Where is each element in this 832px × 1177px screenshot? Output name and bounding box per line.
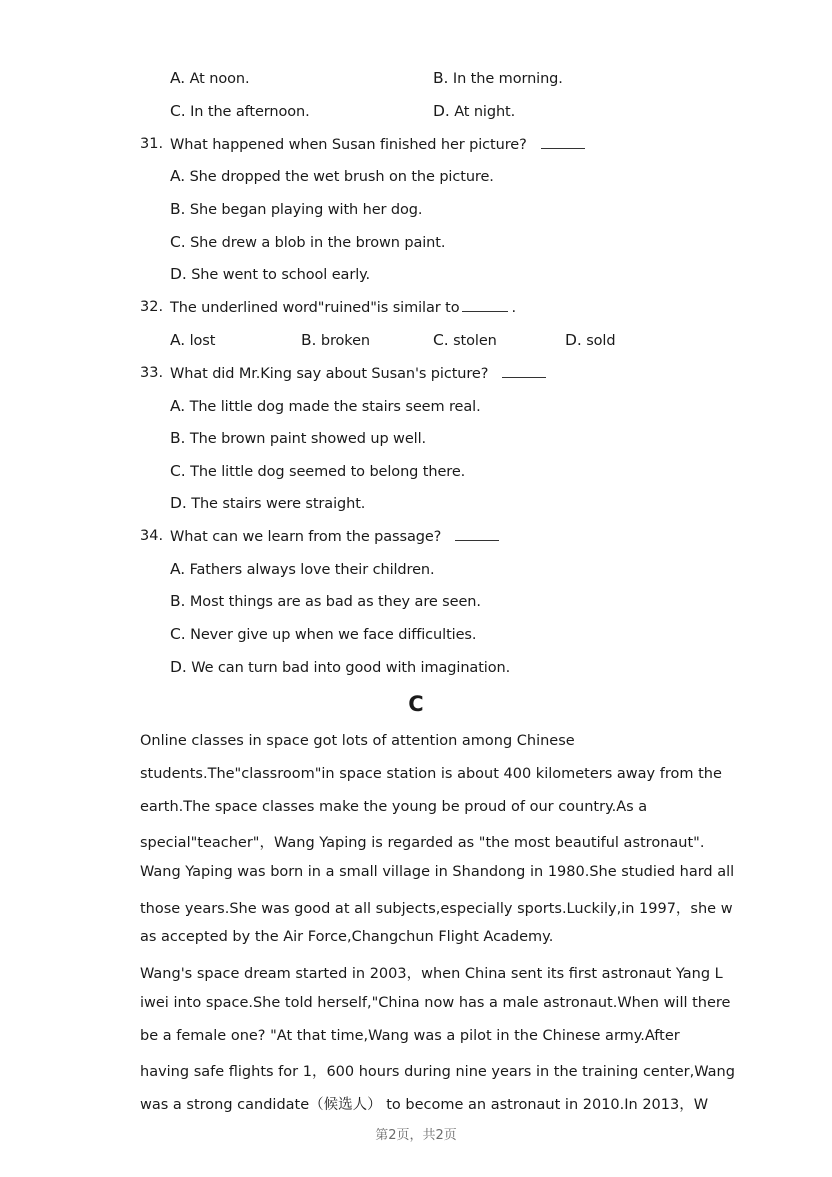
passage-line: Wang Yaping was born in a small village in Shandong in 1980.She studied hard all — [140, 864, 735, 880]
option-text: At noon. — [189, 71, 250, 87]
option-text: We can turn bad into good with imagination. — [191, 660, 511, 676]
option-text: In the afternoon. — [190, 104, 310, 120]
q30-option-c[interactable] — [170, 101, 310, 122]
answer-blank[interactable] — [502, 363, 546, 378]
passage-line: be a female one? "At that time,Wang was a pilot in the Chinese army.After — [140, 1028, 680, 1044]
option-text: She went to school early. — [191, 267, 371, 283]
answer-blank[interactable] — [455, 526, 499, 541]
question-number: 31. — [140, 136, 164, 152]
option-letter: B. — [433, 69, 449, 87]
q30-option-d[interactable] — [433, 101, 515, 122]
q32-option-b[interactable] — [301, 330, 370, 351]
q32-option-a[interactable] — [170, 330, 215, 351]
passage-line: Wang's space dream started in 2003，when China sent its first astronaut Yang L — [140, 966, 723, 982]
option-text: She drew a blob in the brown paint. — [190, 235, 446, 251]
q34-option-a[interactable] — [170, 559, 435, 580]
q34-option-d[interactable] — [170, 657, 510, 678]
option-text: In the morning. — [452, 71, 563, 87]
answer-blank[interactable] — [462, 297, 508, 312]
option-letter: B. — [170, 592, 186, 610]
page-footer: 第2页，共2页 — [375, 1128, 457, 1143]
q31-option-a[interactable] — [170, 166, 494, 187]
option-text: The little dog made the stairs seem real. — [189, 399, 481, 415]
option-text: Never give up when we face difficulties. — [190, 627, 477, 643]
passage-line: those years.She was good at all subjects,especially sports.Luckily,in 1997，she w — [140, 901, 733, 917]
q32-option-c[interactable] — [433, 330, 497, 351]
q30-option-b[interactable] — [433, 68, 563, 89]
question-31-stem — [170, 134, 585, 155]
q30-option-a[interactable] — [170, 68, 249, 89]
q34-option-b[interactable] — [170, 591, 481, 612]
option-text: The brown paint showed up well. — [189, 431, 427, 447]
option-letter: A. — [170, 69, 186, 87]
question-number: 32. — [140, 299, 164, 315]
q32-option-d[interactable] — [565, 330, 615, 351]
passage-line: students.The"classroom"in space station is about 400 kilometers away from the — [140, 766, 722, 782]
option-letter: A. — [170, 397, 186, 415]
option-letter: A. — [170, 167, 186, 185]
option-text: sold — [586, 333, 616, 349]
option-letter: C. — [170, 625, 186, 643]
option-letter: B. — [170, 200, 186, 218]
option-letter: B. — [170, 429, 186, 447]
question-34-stem — [170, 526, 499, 547]
q33-option-d[interactable] — [170, 493, 365, 514]
option-letter: D. — [565, 331, 582, 349]
passage-line: iwei into space.She told herself,"China now has a male astronaut.When will there — [140, 995, 731, 1011]
option-letter: C. — [433, 331, 449, 349]
passage-line: Online classes in space got lots of attention among Chinese — [140, 733, 575, 749]
question-text-end: . — [511, 300, 516, 316]
question-number: 33. — [140, 365, 164, 381]
passage-line: earth.The space classes make the young be proud of our country.As a — [140, 799, 648, 815]
option-letter: D. — [170, 494, 187, 512]
option-text: At night. — [454, 104, 516, 120]
question-text: What did Mr.King say about Susan's picture? — [170, 366, 489, 382]
q33-option-c[interactable] — [170, 461, 465, 482]
option-text: She dropped the wet brush on the picture. — [189, 169, 494, 185]
option-text: stolen — [453, 333, 497, 349]
q31-option-b[interactable] — [170, 199, 422, 220]
option-letter: A. — [170, 560, 186, 578]
question-text: What happened when Susan finished her picture? — [170, 137, 527, 153]
option-letter: B. — [301, 331, 317, 349]
answer-blank[interactable] — [541, 134, 585, 149]
option-letter: C. — [170, 233, 186, 251]
passage-line: was a strong candidate（候选人） to become an astronaut in 2010.In 2013，W — [140, 1097, 709, 1113]
option-letter: D. — [433, 102, 450, 120]
option-text: broken — [320, 333, 370, 349]
q33-option-a[interactable] — [170, 396, 481, 417]
option-text: lost — [189, 333, 216, 349]
question-32-stem — [170, 297, 516, 318]
option-letter: C. — [170, 462, 186, 480]
option-letter: A. — [170, 331, 186, 349]
passage-line: as accepted by the Air Force,Changchun Flight Academy. — [140, 929, 554, 945]
passage-line: having safe flights for 1，600 hours during nine years in the training center,Wang — [140, 1064, 735, 1080]
question-text: What can we learn from the passage? — [170, 529, 442, 545]
question-text: The underlined word"ruined"is similar to — [170, 300, 460, 316]
option-letter: D. — [170, 658, 187, 676]
option-text: Fathers always love their children. — [189, 562, 435, 578]
section-title: C — [408, 692, 424, 716]
option-text: Most things are as bad as they are seen. — [189, 594, 481, 610]
q31-option-c[interactable] — [170, 232, 445, 253]
option-text: The little dog seemed to belong there. — [190, 464, 466, 480]
option-letter: C. — [170, 102, 186, 120]
question-33-stem — [170, 363, 546, 384]
option-letter: D. — [170, 265, 187, 283]
q34-option-c[interactable] — [170, 624, 476, 645]
question-number: 34. — [140, 528, 164, 544]
q33-option-b[interactable] — [170, 428, 426, 449]
passage-line: special"teacher"，Wang Yaping is regarded as "the most beautiful astronaut". — [140, 835, 705, 851]
option-text: She began playing with her dog. — [189, 202, 423, 218]
q31-option-d[interactable] — [170, 264, 370, 285]
option-text: The stairs were straight. — [191, 496, 366, 512]
